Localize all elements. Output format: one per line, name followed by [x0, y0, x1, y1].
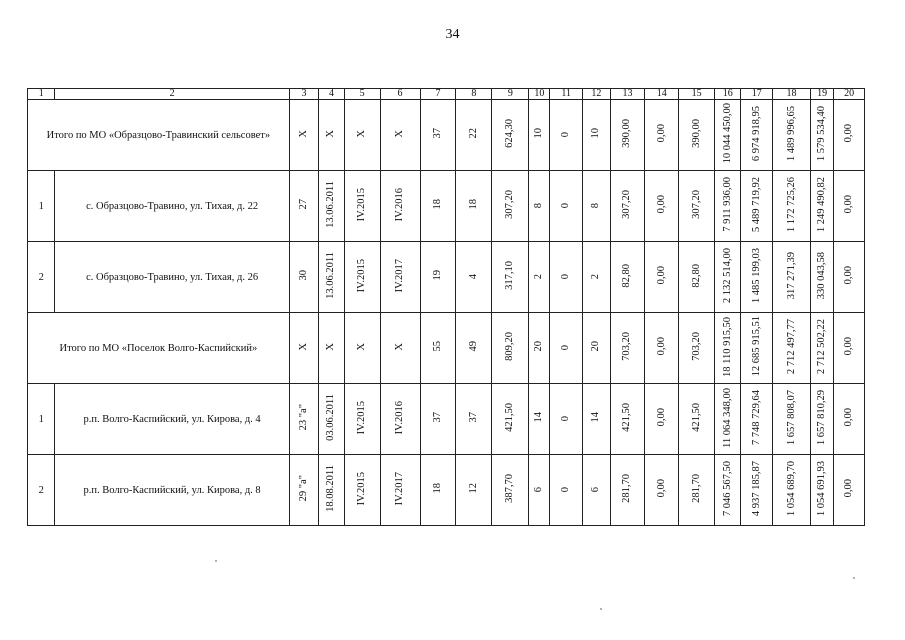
cell-value: 13.06.2011 — [325, 252, 337, 299]
cell-value: 14 — [533, 412, 545, 423]
cell-value: 0,00 — [843, 124, 855, 143]
table-cell — [583, 313, 610, 384]
table-cell — [773, 100, 811, 171]
table-cell — [456, 384, 492, 455]
table-cell — [645, 171, 679, 242]
table-cell — [741, 171, 773, 242]
table-cell — [380, 455, 420, 526]
cell-value: 10 — [533, 128, 545, 139]
table-cell — [741, 384, 773, 455]
cell-value: 0,00 — [843, 408, 855, 427]
table-cell — [420, 100, 456, 171]
table-cell — [741, 100, 773, 171]
cell-value: 7 748 729,64 — [750, 389, 762, 446]
cell-value: 2 132 514,00 — [721, 247, 733, 304]
table-cell — [420, 242, 456, 313]
cell-value: 18.08.2011 — [325, 465, 337, 512]
table-cell — [715, 242, 741, 313]
page-number: 34 — [445, 27, 460, 42]
cell-value: 7 911 936,00 — [721, 177, 733, 232]
cell-value: 0 — [560, 203, 572, 209]
cell-value: IV.2016 — [394, 400, 406, 435]
table-cell — [344, 384, 380, 455]
table-cell — [380, 242, 420, 313]
table-cell — [492, 171, 529, 242]
table-cell — [529, 100, 550, 171]
table-cell — [529, 313, 550, 384]
cell-value: 0,00 — [843, 479, 855, 498]
address-label: с. Образцово-Травино, ул. Тихая, д. 22 — [55, 171, 289, 242]
table-cell — [583, 171, 610, 242]
cell-value: 55 — [432, 341, 444, 352]
cell-value: 19 — [432, 270, 444, 281]
table-cell — [550, 242, 583, 313]
cell-value: 23 "а" — [298, 404, 310, 431]
table-cell — [834, 455, 865, 526]
table-cell — [420, 171, 456, 242]
table-cell — [289, 100, 319, 171]
cell-value: 20 — [590, 341, 602, 352]
table-cell — [610, 100, 645, 171]
cell-value: 82,80 — [690, 263, 702, 288]
cell-value: 13.06.2011 — [325, 181, 337, 228]
column-number-cell: 2 — [55, 89, 289, 100]
table-cell — [679, 171, 715, 242]
cell-value: 11 064 348,00 — [721, 387, 733, 448]
cell-value: 317 271,39 — [785, 251, 797, 300]
table-cell — [811, 100, 834, 171]
table-cell — [420, 384, 456, 455]
table-cell — [773, 384, 811, 455]
cell-value: 1 657 810,29 — [816, 389, 828, 446]
column-number-cell: 16 — [715, 89, 741, 100]
table-cell — [550, 100, 583, 171]
row-number: 2 — [28, 242, 55, 313]
cell-value: 307,20 — [621, 190, 633, 219]
table-cell — [456, 313, 492, 384]
cell-value: 0,00 — [655, 408, 667, 427]
cell-value: 390,00 — [690, 119, 702, 148]
cell-value: 0 — [560, 274, 572, 280]
table-cell — [583, 384, 610, 455]
cell-value: 10 044 450,00 — [721, 103, 733, 164]
table-cell — [456, 455, 492, 526]
table-cell — [610, 455, 645, 526]
table-cell — [741, 455, 773, 526]
table-cell — [610, 242, 645, 313]
table-cell — [344, 313, 380, 384]
table-cell — [645, 242, 679, 313]
cell-value: 0 — [560, 132, 572, 138]
table-cell — [715, 455, 741, 526]
cell-value: 8 — [590, 203, 602, 209]
cell-value: 0,00 — [843, 195, 855, 214]
table-cell — [583, 455, 610, 526]
cell-value: 1 172 725,26 — [785, 176, 797, 233]
cell-value: 18 — [432, 199, 444, 210]
table-cell — [811, 384, 834, 455]
cell-value: 2 — [533, 274, 545, 280]
column-number-cell: 8 — [456, 89, 492, 100]
cell-value: 2 712 502,22 — [816, 318, 828, 375]
table-cell — [583, 100, 610, 171]
cell-value: 0,00 — [655, 124, 667, 143]
cell-value: IV.2016 — [394, 187, 406, 222]
cell-value: 281,70 — [621, 474, 633, 503]
cell-value: 37 — [467, 412, 479, 423]
cell-value: 1 054 689,70 — [785, 460, 797, 517]
column-number-cell: 12 — [583, 89, 610, 100]
cell-value: 49 — [467, 341, 479, 352]
cell-value: 37 — [432, 128, 444, 139]
column-number-cell: 5 — [344, 89, 380, 100]
cell-value: 0 — [560, 416, 572, 422]
cell-value: 7 046 567,50 — [721, 460, 733, 517]
table-cell — [492, 100, 529, 171]
address-label: с. Образцово-Травино, ул. Тихая, д. 26 — [55, 242, 289, 313]
table-cell — [679, 100, 715, 171]
table-cell — [834, 384, 865, 455]
cell-value: 0,00 — [655, 479, 667, 498]
cell-value: 1 249 490,82 — [816, 176, 828, 233]
cell-value: 27 — [298, 199, 310, 210]
table-cell — [380, 100, 420, 171]
scan-speck — [853, 577, 855, 579]
cell-value: 330 043,58 — [816, 251, 828, 300]
cell-value: 390,00 — [621, 119, 633, 148]
table-cell — [456, 100, 492, 171]
table-cell — [319, 171, 344, 242]
table-cell — [529, 384, 550, 455]
cell-value: IV.2015 — [356, 400, 368, 435]
table-cell — [550, 171, 583, 242]
cell-value: 1 489 996,65 — [785, 105, 797, 162]
table-cell — [550, 455, 583, 526]
table-cell — [289, 242, 319, 313]
table-cell — [289, 313, 319, 384]
cell-value: X — [325, 129, 337, 138]
cell-value: 6 — [533, 487, 545, 493]
subtotal-label: Итого по МО «Образцово-Травинский сельсовет» — [28, 100, 290, 171]
column-number-cell: 19 — [811, 89, 834, 100]
cell-value: X — [394, 129, 406, 138]
table-cell — [610, 313, 645, 384]
table-cell — [344, 242, 380, 313]
address-label: р.п. Волго-Каспийский, ул. Кирова, д. 4 — [55, 384, 289, 455]
cell-value: 22 — [467, 128, 479, 139]
cell-value: 307,20 — [690, 190, 702, 219]
cell-value: 6 974 918,95 — [750, 105, 762, 162]
cell-value: 6 — [590, 487, 602, 493]
table-cell — [344, 100, 380, 171]
table-cell — [679, 313, 715, 384]
table-cell — [492, 242, 529, 313]
cell-value: 387,70 — [504, 474, 516, 503]
table-cell — [550, 313, 583, 384]
address-label: р.п. Волго-Каспийский, ул. Кирова, д. 8 — [55, 455, 289, 526]
cell-value: 37 — [432, 412, 444, 423]
table-cell — [319, 242, 344, 313]
table-cell — [529, 455, 550, 526]
table-cell — [610, 171, 645, 242]
column-number-cell: 18 — [773, 89, 811, 100]
cell-value: 703,20 — [690, 332, 702, 361]
column-number-cell: 3 — [289, 89, 319, 100]
table-cell — [679, 242, 715, 313]
table-cell — [645, 100, 679, 171]
cell-value: 18 — [467, 199, 479, 210]
table-cell — [715, 313, 741, 384]
cell-value: 421,50 — [504, 403, 516, 432]
table-cell — [645, 384, 679, 455]
table-cell — [645, 455, 679, 526]
cell-value: 30 — [298, 270, 310, 281]
cell-value: 12 — [467, 483, 479, 494]
cell-value: 1 657 808,07 — [785, 389, 797, 446]
table-cell — [492, 455, 529, 526]
cell-value: IV.2015 — [356, 258, 368, 293]
column-number-cell: 1 — [28, 89, 55, 100]
cell-value: IV.2015 — [356, 187, 368, 222]
column-number-cell: 20 — [834, 89, 865, 100]
table-cell — [456, 171, 492, 242]
cell-value: 0 — [560, 487, 572, 493]
cell-value: IV.2017 — [394, 471, 406, 506]
cell-value: X — [298, 129, 310, 138]
cell-value: 29 "а" — [298, 475, 310, 502]
table-cell — [344, 171, 380, 242]
table-cell — [550, 384, 583, 455]
column-number-cell: 14 — [645, 89, 679, 100]
table-cell — [289, 455, 319, 526]
cell-value: 809,20 — [504, 332, 516, 361]
table-cell — [773, 171, 811, 242]
table-cell — [773, 242, 811, 313]
cell-value: X — [325, 342, 337, 351]
column-number-cell: 13 — [610, 89, 645, 100]
table-cell — [811, 313, 834, 384]
cell-value: 4 — [467, 274, 479, 280]
column-number-cell: 4 — [319, 89, 344, 100]
cell-value: 421,50 — [621, 403, 633, 432]
cell-value: 0,00 — [655, 337, 667, 356]
cell-value: X — [298, 342, 310, 351]
cell-value: X — [356, 129, 368, 138]
table-cell — [679, 384, 715, 455]
table-cell — [715, 171, 741, 242]
table-cell — [289, 384, 319, 455]
table-cell — [741, 242, 773, 313]
column-number-cell: 17 — [741, 89, 773, 100]
table-cell — [811, 171, 834, 242]
table-row — [28, 384, 865, 455]
table-cell — [583, 242, 610, 313]
cell-value: 2 — [590, 274, 602, 280]
column-number-cell: 10 — [529, 89, 550, 100]
table-cell — [492, 384, 529, 455]
cell-value: 2 712 497,77 — [785, 318, 797, 375]
table-cell — [456, 242, 492, 313]
table-cell — [319, 100, 344, 171]
table-cell — [645, 313, 679, 384]
table-cell — [420, 313, 456, 384]
cell-value: 281,70 — [690, 474, 702, 503]
table-row — [28, 242, 865, 313]
cell-value: 0,00 — [843, 266, 855, 285]
subtotal-row — [28, 313, 865, 384]
scan-speck — [215, 560, 217, 562]
table-cell — [529, 171, 550, 242]
table-cell — [715, 100, 741, 171]
cell-value: 1 054 691,93 — [816, 460, 828, 517]
cell-value: X — [356, 342, 368, 351]
row-number: 1 — [28, 384, 55, 455]
cell-value: 0,00 — [843, 337, 855, 356]
table-cell — [811, 242, 834, 313]
table-cell — [319, 384, 344, 455]
table-cell — [420, 455, 456, 526]
subtotal-label: Итого по МО «Поселок Волго-Каспийский» — [28, 313, 290, 384]
cell-value: 82,80 — [621, 263, 633, 288]
subtotal-row — [28, 100, 865, 171]
cell-value: 1 485 199,03 — [750, 247, 762, 304]
table-cell — [319, 313, 344, 384]
column-number-cell: 6 — [380, 89, 420, 100]
table-cell — [610, 384, 645, 455]
table-row — [28, 455, 865, 526]
cell-value: 307,20 — [504, 190, 516, 219]
cell-value: 18 — [432, 483, 444, 494]
table-cell — [492, 313, 529, 384]
cell-value: IV.2017 — [394, 258, 406, 293]
table-cell — [715, 384, 741, 455]
cell-value: 8 — [533, 203, 545, 209]
cell-value: 4 937 185,87 — [750, 460, 762, 517]
cell-value: 18 110 915,50 — [721, 316, 733, 377]
table-cell — [319, 455, 344, 526]
row-number: 2 — [28, 455, 55, 526]
table-cell — [811, 455, 834, 526]
column-number-cell: 15 — [679, 89, 715, 100]
cell-value: 703,20 — [621, 332, 633, 361]
cell-value: 1 579 534,40 — [816, 105, 828, 162]
table-cell — [380, 384, 420, 455]
table-cell — [773, 455, 811, 526]
cell-value: 20 — [533, 341, 545, 352]
column-number-cell: 7 — [420, 89, 456, 100]
cell-value: 12 685 915,51 — [750, 316, 762, 377]
table-cell — [834, 242, 865, 313]
cell-value: X — [394, 342, 406, 351]
cell-value: 317,10 — [504, 261, 516, 290]
scan-speck — [600, 608, 602, 610]
column-number-row — [28, 89, 865, 100]
table-cell — [289, 171, 319, 242]
cell-value: IV.2015 — [356, 471, 368, 506]
table-cell — [380, 171, 420, 242]
table-cell — [529, 242, 550, 313]
table-cell — [344, 455, 380, 526]
cell-value: 0 — [560, 345, 572, 351]
table-cell — [741, 313, 773, 384]
cell-value: 0,00 — [655, 195, 667, 214]
column-number-cell: 11 — [550, 89, 583, 100]
cell-value: 14 — [590, 412, 602, 423]
table-cell — [834, 171, 865, 242]
table-cell — [679, 455, 715, 526]
table-cell — [773, 313, 811, 384]
table-cell — [834, 313, 865, 384]
table-cell — [834, 100, 865, 171]
cell-value: 624,30 — [504, 119, 516, 148]
cell-value: 10 — [590, 128, 602, 139]
table-cell — [380, 313, 420, 384]
table-row — [28, 171, 865, 242]
cell-value: 421,50 — [690, 403, 702, 432]
cell-value: 5 489 719,92 — [750, 176, 762, 233]
cell-value: 0,00 — [655, 266, 667, 285]
column-number-cell: 9 — [492, 89, 529, 100]
cell-value: 03.06.2011 — [325, 394, 337, 441]
row-number: 1 — [28, 171, 55, 242]
housing-registry-table — [27, 88, 865, 526]
